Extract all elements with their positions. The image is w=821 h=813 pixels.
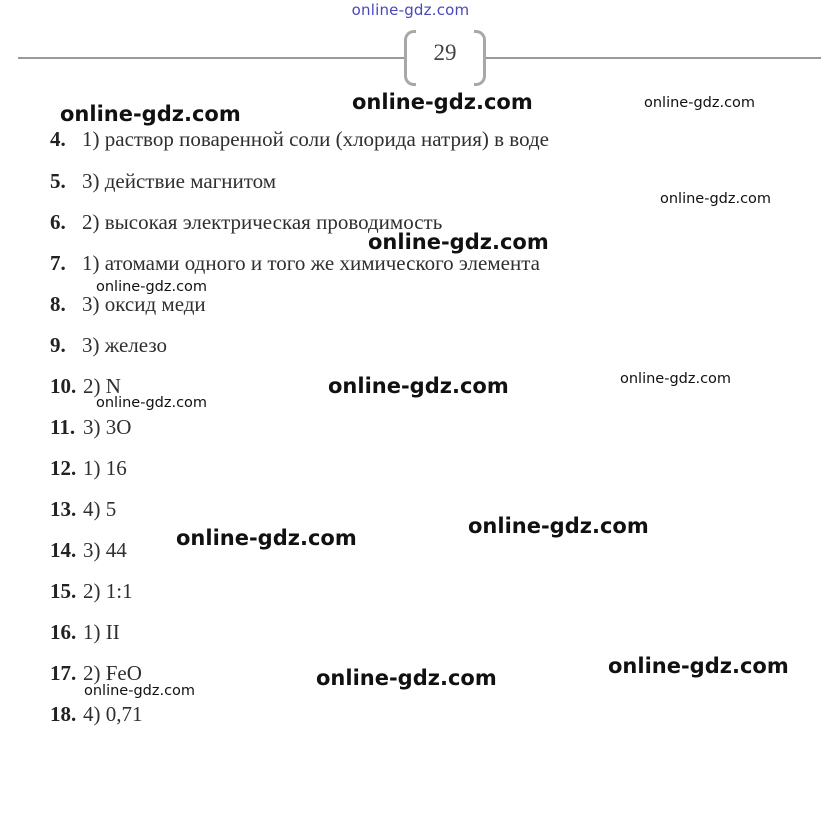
answer-item <box>50 579 133 603</box>
answer-number: 9. <box>50 333 66 357</box>
page-number: 29 <box>433 40 457 65</box>
answer-number: 8. <box>50 292 66 316</box>
answer-item <box>50 251 540 275</box>
watermark: online-gdz.com <box>60 102 241 126</box>
answer-text: 1) атомами одного и того же химического элемента <box>82 251 540 275</box>
answer-text: 1) раствор поваренной соли (хлорида натрия) в воде <box>82 127 549 151</box>
answer-text: 1) 16 <box>83 456 127 480</box>
answer-number: 12. <box>50 456 77 480</box>
answer-item <box>50 702 143 726</box>
watermark: online-gdz.com <box>660 191 772 207</box>
answer-text: 2) FeO <box>83 661 142 685</box>
answer-number: 11. <box>50 415 76 439</box>
watermark: online-gdz.com <box>620 371 732 387</box>
watermark: online-gdz.com <box>84 683 196 699</box>
watermark: online-gdz.com <box>468 514 649 538</box>
answer-number: 14. <box>50 538 77 562</box>
answer-number: 6. <box>50 210 66 234</box>
answer-text: 2) 1:1 <box>83 579 133 603</box>
answer-item <box>50 127 549 151</box>
answer-number: 15. <box>50 579 77 603</box>
answer-item <box>50 292 206 316</box>
watermark: online-gdz.com <box>96 395 208 411</box>
page-number-frame <box>404 30 486 86</box>
watermark: online-gdz.com <box>644 95 756 111</box>
watermark: online-gdz.com <box>328 374 509 398</box>
answer-item <box>50 538 127 562</box>
watermark: online-gdz.com <box>316 666 497 690</box>
answer-number: 17. <box>50 661 77 685</box>
answer-item <box>50 333 167 357</box>
answer-item <box>50 456 127 480</box>
answer-number: 10. <box>50 374 77 398</box>
answer-number: 4. <box>50 127 66 151</box>
answer-number: 18. <box>50 702 77 726</box>
watermark: online-gdz.com <box>608 654 789 678</box>
answer-text: 3) оксид меди <box>82 292 206 316</box>
answer-text: 2) высокая электрическая проводимость <box>82 210 443 234</box>
answer-item <box>50 620 120 644</box>
header-rule-left <box>18 57 406 59</box>
answer-text: 3) действие магнитом <box>82 169 277 193</box>
watermark: online-gdz.com <box>352 90 533 114</box>
answer-number: 7. <box>50 251 66 275</box>
watermark: online-gdz.com <box>96 279 208 295</box>
answer-number: 5. <box>50 169 66 193</box>
answer-text: 1) II <box>83 620 120 644</box>
answer-text: 3) железо <box>82 333 168 357</box>
answer-text: 3) 44 <box>83 538 127 562</box>
answer-item <box>50 415 131 439</box>
answer-number: 13. <box>50 497 77 521</box>
answer-text: 4) 5 <box>83 497 117 521</box>
answer-text: 2) N <box>83 374 121 398</box>
header-rule-right <box>484 57 821 59</box>
answer-item <box>50 497 116 521</box>
header-site-link[interactable]: online-gdz.com <box>351 1 470 19</box>
watermark: online-gdz.com <box>176 526 357 550</box>
answer-item <box>50 661 142 685</box>
answer-text: 4) 0,71 <box>83 702 143 726</box>
answer-item <box>50 169 276 193</box>
answer-text: 3) 3O <box>83 415 132 439</box>
watermark: online-gdz.com <box>368 230 549 254</box>
answer-number: 16. <box>50 620 77 644</box>
